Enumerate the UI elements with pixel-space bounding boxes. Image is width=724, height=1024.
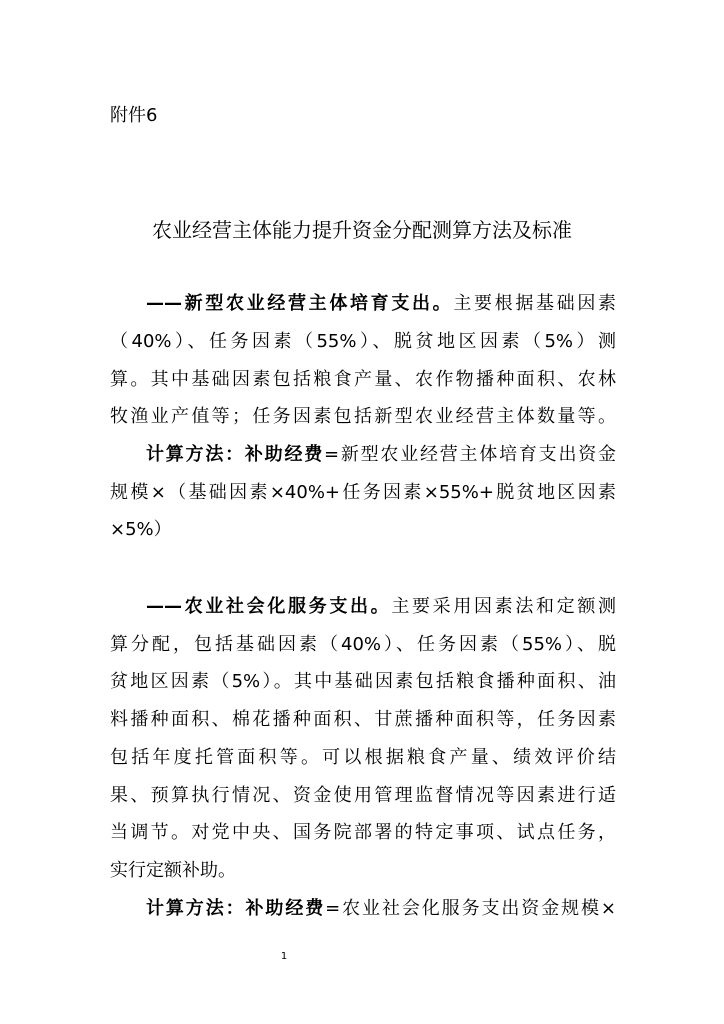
section1-line2: （40%）、任务因素（55%）、脱贫地区因素（5%）测 xyxy=(110,331,616,352)
section2-line1-text: 主要采用因素法和定额测 xyxy=(391,596,617,617)
document-title: 农业经营主体能力提升资金分配测算方法及标准 xyxy=(152,218,572,242)
section2-line3: 贫地区因素（5%）。其中基础因素包括粮食播种面积、油 xyxy=(110,671,616,692)
section2-line7: 当调节。对党中央、国务院部署的特定事项、试点任务， xyxy=(110,822,616,843)
section1-formula-text: =新型农业经营主体培育支出资金 xyxy=(324,444,616,465)
section2-line8: 实行定额补助。 xyxy=(110,860,236,881)
section2-heading: ——农业社会化服务支出。 xyxy=(146,596,392,617)
section2-formula-label: 计算方法：补助经费 xyxy=(146,898,326,919)
section1-line1 xyxy=(146,292,616,316)
section1-formula-line2: 规模×（基础因素×40%+任务因素×55%+脱贫地区因素 xyxy=(110,482,616,503)
section2-line5: 包括年度托管面积等。可以根据粮食产量、绩效评价结 xyxy=(110,747,616,768)
section1-formula-label: 计算方法：补助经费 xyxy=(146,444,325,465)
section1-line4: 牧渔业产值等；任务因素包括新型农业经营主体数量等。 xyxy=(110,406,616,427)
section1-line1-text: 主要根据基础因素 xyxy=(453,293,617,314)
section1-formula-line3: ×5%） xyxy=(110,519,172,540)
section2-formula-line1 xyxy=(146,897,616,921)
section2-formula-text: =农业社会化服务支出资金规模× xyxy=(325,898,616,919)
section2-line6: 果、预算执行情况、资金使用管理监督情况等因素进行适 xyxy=(110,785,616,806)
section1-heading: ——新型农业经营主体培育支出。 xyxy=(146,293,454,314)
section1-line3: 算。其中基础因素包括粮食产量、农作物播种面积、农林 xyxy=(110,369,616,390)
attachment-label: 附件6 xyxy=(110,105,158,126)
page-number: 1 xyxy=(280,951,288,962)
section2-line4: 料播种面积、棉花播种面积、甘蔗播种面积等，任务因素 xyxy=(110,709,616,730)
section2-line2: 算分配，包括基础因素（40%）、任务因素（55%）、脱 xyxy=(110,634,616,655)
section2-line1 xyxy=(146,595,616,619)
section1-formula-line1 xyxy=(146,443,616,467)
